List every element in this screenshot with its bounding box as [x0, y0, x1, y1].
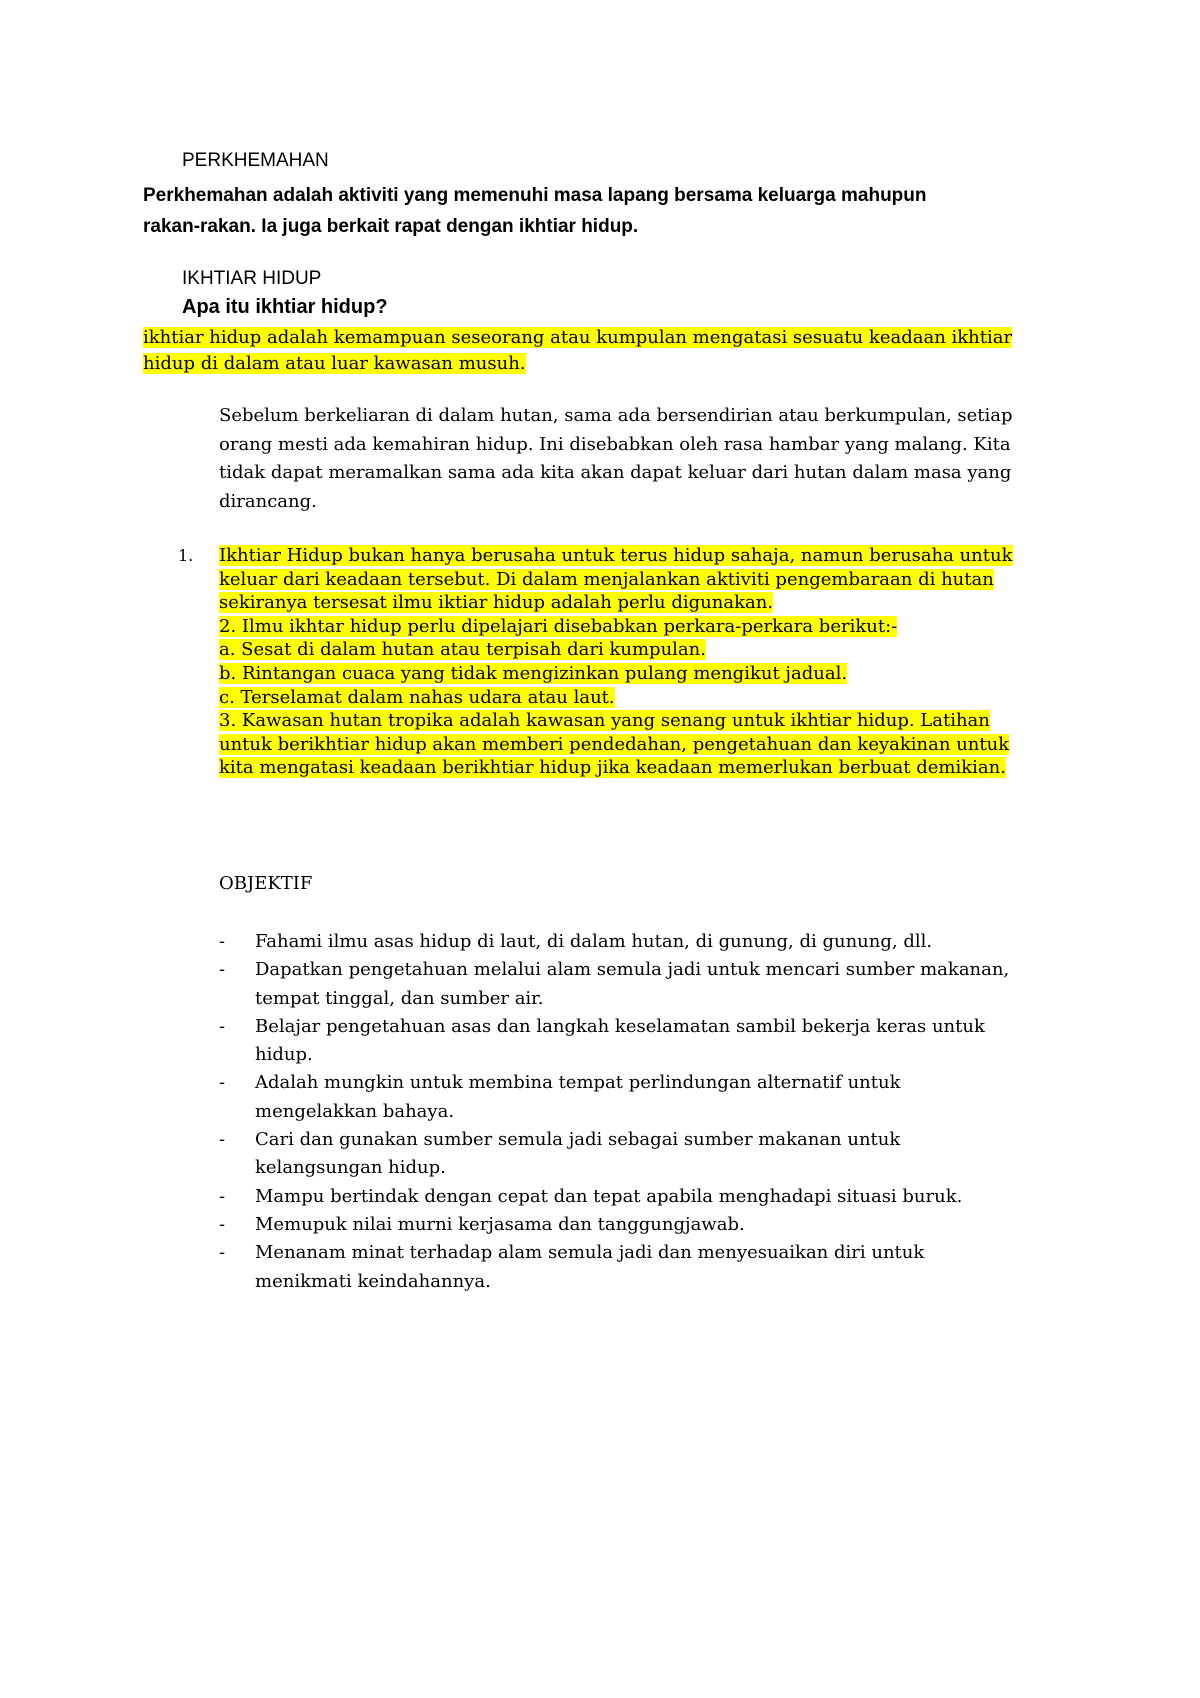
intro-paragraph — [143, 180, 927, 242]
list-line: sekiranya tersesat ilmu iktiar hidup adalah perlu digunakan. — [219, 592, 774, 614]
list-line: 3. Kawasan hutan tropika adalah kawasan yang senang untuk ikhtiar hidup. Latihan — [219, 710, 990, 732]
list-line: untuk berikhtiar hidup akan memberi pendedahan, pengetahuan dan keyakinan untuk — [219, 733, 1010, 755]
objektif-item: - Adalah mungkin untuk membina tempat perlindungan alternatif untuk mengelakkan bahaya. — [219, 1069, 1099, 1126]
list-line: Ikhtiar Hidup bukan hanya berusaha untuk terus hidup sahaja, namun berusaha untuk — [219, 545, 1013, 566]
objektif-heading: OBJEKTIF — [219, 873, 313, 894]
dash-bullet: - — [219, 1015, 226, 1037]
objektif-item: - Mampu bertindak dengan cepat dan tepat apabila menghadapi situasi buruk. — [219, 1183, 1099, 1211]
objektif-item: - Cari dan gunakan sumber semula jadi sebagai sumber makanan untuk kelangsungan hidup. — [219, 1126, 1099, 1183]
question-heading: Apa itu ikhtiar hidup? — [182, 296, 388, 318]
objektif-item: - Memupuk nilai murni kerjasama dan tanggungjawab. — [219, 1211, 1099, 1239]
dash-bullet: - — [219, 1242, 226, 1264]
objektif-list — [219, 928, 1099, 1296]
list-line: b. Rintangan cuaca yang tidak mengizinkan pulang mengikut jadual. — [219, 662, 848, 684]
definition-paragraph — [143, 325, 1012, 377]
definition-line: hidup di dalam atau luar kawasan musuh. — [143, 353, 526, 374]
dash-bullet: - — [219, 1072, 226, 1094]
paragraph-line: dirancang. — [219, 490, 317, 512]
list-line: kita mengatasi keadaan berikhtiar hidup jika keadaan memerlukan berbuat demikian. — [219, 757, 1006, 779]
list-number-marker: 1. — [178, 546, 194, 565]
dash-bullet: - — [219, 1213, 226, 1235]
paragraph-line: Sebelum berkeliaran di dalam hutan, sama ada bersendirian atau berkumpulan, setiap — [219, 405, 1013, 426]
dash-bullet: - — [219, 1185, 226, 1207]
paragraph-line: orang mesti ada kemahiran hidup. Ini disebabkan oleh rasa hambar yang malang. Kita — [219, 433, 1011, 455]
list-line: c. Terselamat dalam nahas udara atau laut. — [219, 686, 615, 708]
paragraph-line: tidak dapat meramalkan sama ada kita akan dapat keluar dari hutan dalam masa yang — [219, 462, 1012, 483]
list-line: 2. Ilmu ikhtar hidup perlu dipelajari disebabkan perkara-perkara berikut:- — [219, 615, 898, 637]
dash-bullet: - — [219, 1129, 226, 1151]
intro-line: rakan-rakan. Ia juga berkait rapat dengan ikhtiar hidup. — [143, 216, 639, 237]
page-title: PERKHEMAHAN — [182, 150, 329, 171]
section-heading: IKHTIAR HIDUP — [182, 268, 322, 289]
objektif-item: - Fahami ilmu asas hidup di laut, di dalam hutan, di gunung, di gunung, dll. — [219, 928, 1099, 956]
objektif-item: - Menanam minat terhadap alam semula jadi dan menyesuaikan diri untuk menikmati keindahannya. — [219, 1239, 1099, 1296]
objektif-item: - Dapatkan pengetahuan melalui alam semula jadi untuk mencari sumber makanan, tempat tinggal, dan sumber air. — [219, 956, 1099, 1013]
numbered-list-block — [219, 544, 1013, 780]
dash-bullet: - — [219, 959, 226, 981]
objektif-item: - Belajar pengetahuan asas dan langkah keselamatan sambil bekerja keras untuk hidup. — [219, 1013, 1099, 1070]
body-paragraph — [219, 402, 1013, 516]
list-line: keluar dari keadaan tersebut. Di dalam menjalankan aktiviti pengembaraan di hutan — [219, 568, 994, 590]
definition-line: ikhtiar hidup adalah kemampuan seseorang atau kumpulan mengatasi sesuatu keadaan ikhtiar — [143, 327, 1013, 348]
list-line: a. Sesat di dalam hutan atau terpisah dari kumpulan. — [219, 639, 706, 661]
intro-line: Perkhemahan adalah aktiviti yang memenuhi masa lapang bersama keluarga mahupun — [143, 185, 927, 206]
dash-bullet: - — [219, 931, 226, 952]
